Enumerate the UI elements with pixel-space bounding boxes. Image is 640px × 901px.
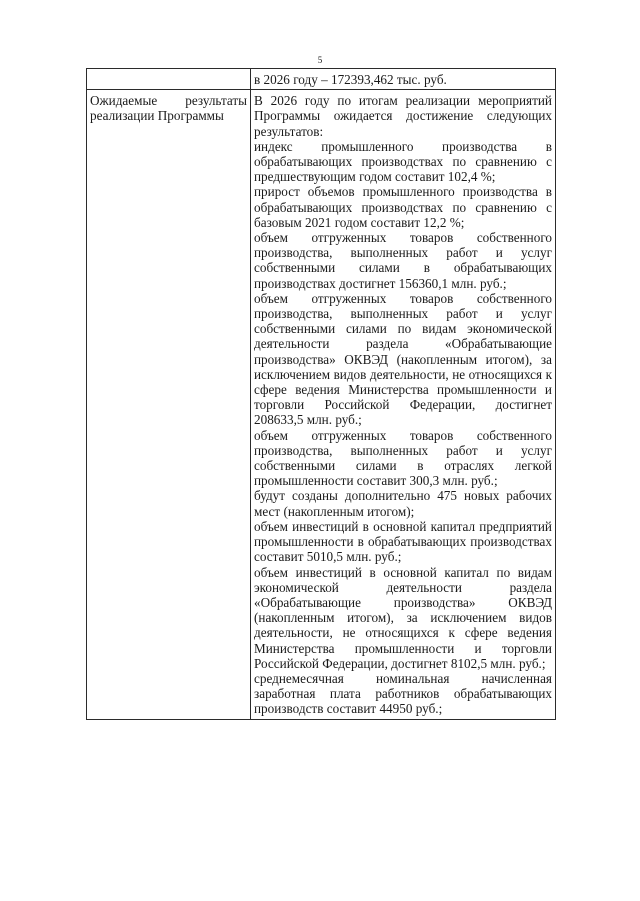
expected-results-label: Ожидаемые результаты реализации Программы xyxy=(90,93,247,124)
row-content-cell xyxy=(251,69,556,90)
result-item: объем отгруженных товаров собственного производства, выполненных работ и услуг собственными силами по видам экономической деятельности раздела «Обрабатывающие производства» ОКВЭД (накопленным итогом), за исключением видов деятельности, не относящихся к сфере ведения Министерства промышленности и торговли Российской Федерации, достигнет 208633,5 млн. руб.; xyxy=(254,290,552,428)
result-item: объем отгруженных товаров собственного производства, выполненных работ и услуг собственными силами в отраслях легкой промышленности составит 300,3 млн. руб.; xyxy=(254,427,552,489)
table-row xyxy=(87,90,556,719)
result-item: объем инвестиций в основной капитал предприятий промышленности в обрабатывающих производствах составит 5010,5 млн. руб.; xyxy=(254,518,552,565)
table-row xyxy=(87,69,556,90)
expected-results-content xyxy=(251,90,556,719)
row-label-cell xyxy=(87,90,251,719)
page-number: 5 xyxy=(317,55,323,65)
budget-2026-line: в 2026 году – 172393,462 тыс. руб. xyxy=(254,72,447,87)
result-item: объем отгруженных товаров собственного производства, выполненных работ и услуг собственными силами в обрабатывающих производствах достигнет 156360,1 млн. руб.; xyxy=(254,230,552,291)
result-item: объем инвестиций в основной капитал по видам экономической деятельности раздела «Обрабатывающие производства» ОКВЭД (накопленным итогом), за исключением видов деятельности, не относящихся к сфере ведения Министерства промышленности и торговли Российской Федерации, достигнет 8102,5 млн. руб.; xyxy=(254,564,552,671)
result-item: прирост объемов промышленного производства в обрабатывающих производствах по сравнению с базовым 2021 годом составит 12,2 %; xyxy=(254,184,552,230)
result-item: индекс промышленного производства в обрабатывающих производствах по сравнению с предшествующим годом составит 102,4 %; xyxy=(254,138,552,185)
program-passport-table xyxy=(86,68,556,720)
result-item: будут созданы дополнительно 475 новых рабочих мест (накопленным итогом); xyxy=(254,488,552,519)
row-label-cell xyxy=(87,69,251,90)
result-item: среднемесячная номинальная начисленная заработная плата работников обрабатывающих производств составит 44950 руб.; xyxy=(254,670,552,717)
results-intro: В 2026 году по итогам реализации мероприятий Программы ожидается достижение следующих результатов: xyxy=(254,93,552,139)
